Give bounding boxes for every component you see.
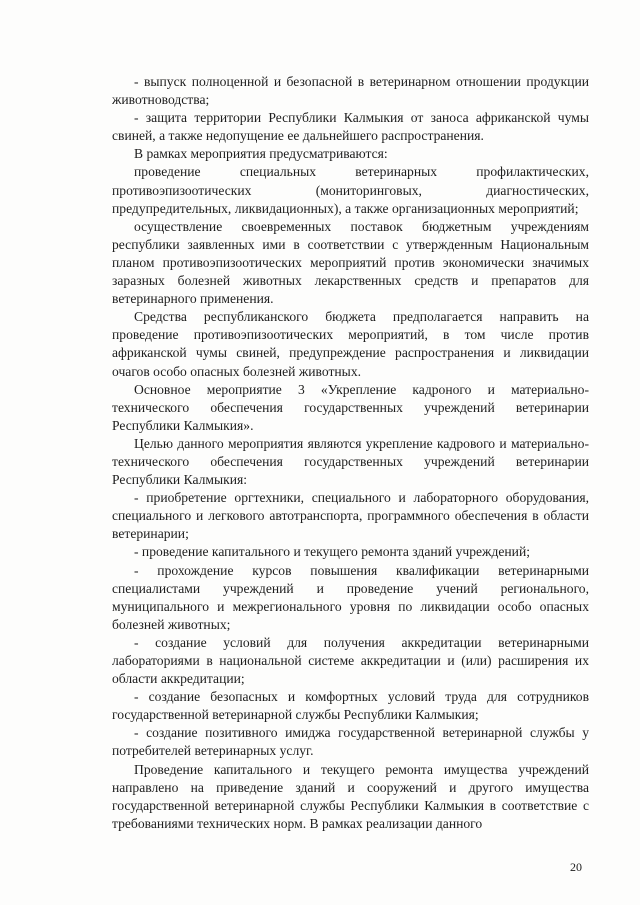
paragraph-4: проведение специальных ветеринарных профилактических, противоэпизоотических (мониторинговых, диагностических, предупредительных, ликвидационных), а также организационных мероприятий;: [112, 164, 589, 216]
paragraph-11: - прохождение курсов повышения квалификации ветеринарными специалистами учреждений и проведение учений регионального, муниципального и межрегионального уровня по ликвидации особо опасных болезней животных;: [112, 562, 589, 632]
paragraph-9: - приобретение оргтехники, специального и лабораторного оборудования, специального и легкового автотранспорта, программного обеспечения в области ветеринарии;: [112, 490, 589, 542]
paragraph-13: - создание безопасных и комфортных условий труда для сотрудников государственной ветеринарной службы Республики Калмыкия;: [112, 689, 589, 723]
paragraph-6: Средства республиканского бюджета предполагается направить на проведение противоэпизоотических мероприятий, в том числе против африканской чумы свиней, предупреждение распространения и ликвидации очагов особо опасных болезней животных.: [112, 309, 589, 379]
paragraph-5: осуществление своевременных поставок бюджетным учреждениям республики заявленных ими в соответствии с утвержденным Национальным планом противоэпизоотических мероприятий против экономически значимых заразных болезней животных лекарственных средств и препаратов для ветеринарного применения.: [112, 218, 589, 307]
page-number: 20: [570, 860, 582, 874]
paragraph-7: Основное мероприятие 3 «Укрепление кадроного и материально-технического обеспечения государственных учреждений ветеринарии Республики Калмыкия».: [112, 381, 589, 433]
paragraph-1: - выпуск полноценной и безопасной в ветеринарном отношении продукции животноводства;: [112, 74, 589, 108]
paragraph-8: Целью данного мероприятия являются укрепление кадрового и материально-технического обеспечения государственных учреждений ветеринарии Республики Калмыкия:: [112, 435, 589, 488]
paragraph-10: - проведение капитального и текущего ремонта зданий учреждений;: [134, 544, 531, 560]
paragraph-12: - создание условий для получения аккредитации ветеринарными лабораториями в национальной системе аккредитации и (или) расширения их области аккредитации;: [112, 634, 589, 687]
paragraph-2: - защита территории Республики Калмыкия от заноса африканской чумы свиней, а также недопущение ее дальнейшего распространения.: [112, 110, 589, 144]
paragraph-15: Проведение капитального и текущего ремонта имущества учреждений направлено на приведение зданий и сооружений и другого имущества государственной ветеринарной службы Республики Калмыкия в соответствие с требованиями технических норм. В рамках реализации данного: [112, 761, 589, 831]
body-text: [112, 73, 589, 833]
paragraph-14: - создание позитивного имиджа государственной ветеринарной службы у потребителей ветеринарных услуг.: [112, 725, 589, 759]
paragraph-3: В рамках мероприятия предусматриваются:: [134, 146, 388, 162]
